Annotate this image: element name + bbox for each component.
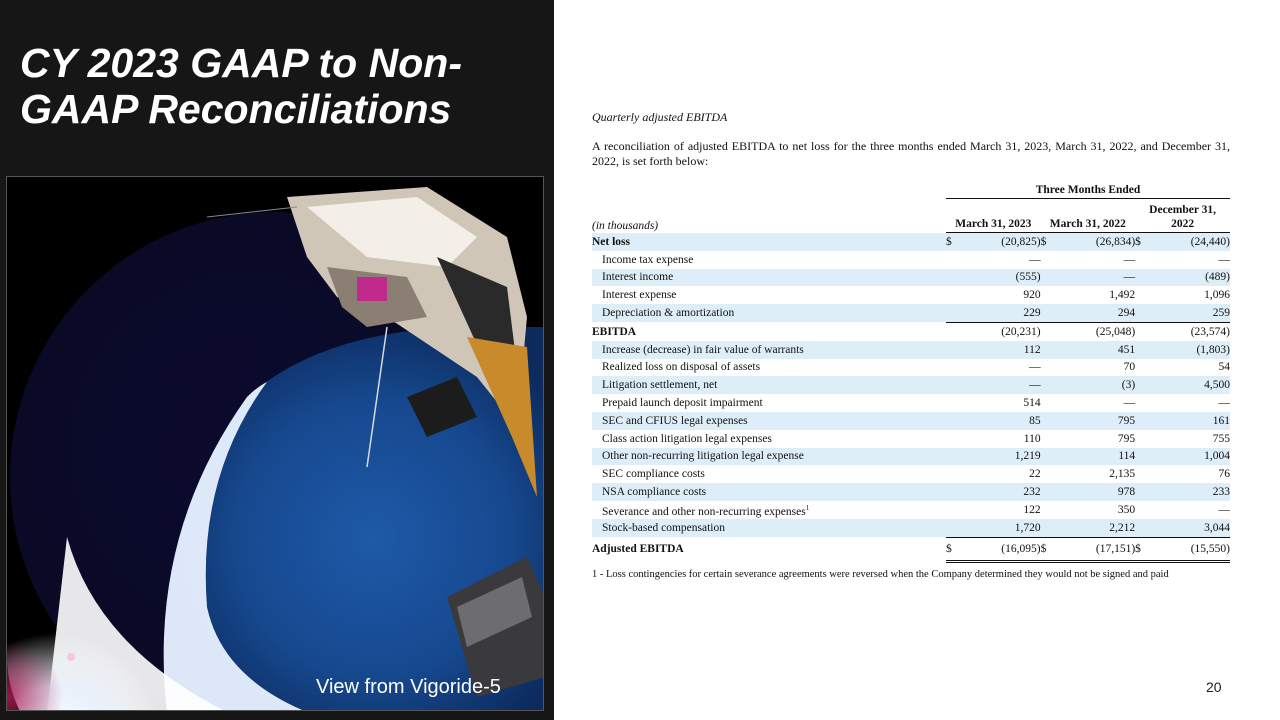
row-label: Realized loss on disposal of assets (602, 361, 761, 374)
row-label: NSA compliance costs (592, 483, 946, 501)
footnote: 1 - Loss contingencies for certain severance agreements were reversed when the Company determined they would not be signed and paid (592, 569, 1169, 580)
table-group-header-row (592, 182, 1230, 199)
currency-symbol (1041, 286, 1055, 304)
table-row (592, 519, 1230, 537)
currency-symbol (1041, 465, 1055, 483)
cell-value: 22 (1029, 468, 1041, 481)
cell-value: — (1123, 397, 1136, 410)
row-label: Depreciation & amortization (592, 304, 946, 322)
reconciliation-table (592, 182, 1230, 563)
currency-symbol (1135, 269, 1149, 287)
cell-value: 514 (1023, 397, 1041, 410)
currency-symbol (1135, 501, 1149, 519)
row-label: Adjusted EBITDA (592, 543, 684, 556)
cell-value: 76 (1218, 468, 1230, 481)
cell-value: (3) (1054, 376, 1135, 394)
cell-value: (23,574) (1149, 322, 1230, 340)
cell-value: 350 (1117, 503, 1136, 516)
footnote-mark: 1 (805, 503, 810, 512)
cell-value: (489) (1149, 269, 1230, 287)
cell-value: 451 (1054, 341, 1135, 359)
row-label: Increase (decrease) in fair value of warrants (592, 341, 946, 359)
currency-symbol (1041, 341, 1055, 359)
currency-symbol (1135, 322, 1149, 340)
cell-value: 110 (1023, 432, 1041, 445)
row-label: SEC and CFIUS legal expenses (592, 412, 946, 430)
cell-value: 1,219 (960, 448, 1041, 466)
fisheye-earth-image (7, 177, 544, 711)
cell-value: (1,803) (1149, 341, 1230, 359)
cell-value: 795 (1117, 432, 1136, 445)
cell-value: — (1218, 397, 1230, 410)
currency-symbol (946, 376, 960, 394)
currency-symbol (946, 448, 960, 466)
currency-symbol (1135, 448, 1149, 466)
row-label: Stock-based compensation (592, 519, 946, 537)
row-label: SEC compliance costs (602, 468, 705, 481)
page-number: 20 (1206, 679, 1222, 695)
cell-value: 114 (1054, 448, 1135, 466)
currency-symbol (1041, 430, 1055, 448)
currency-symbol (1041, 359, 1055, 377)
row-label: EBITDA (592, 325, 637, 338)
currency-symbol (1041, 376, 1055, 394)
currency-symbol: $ (1041, 233, 1055, 251)
currency-symbol (946, 412, 960, 430)
table-row (592, 448, 1230, 466)
cell-value: (16,095) (960, 537, 1041, 561)
currency-symbol (946, 359, 960, 377)
column-header: March 31, 2023 (946, 199, 1041, 233)
row-label: Income tax expense (602, 253, 694, 266)
cell-value: 85 (960, 412, 1041, 430)
cell-value: 294 (1054, 304, 1135, 322)
column-header: December 31, 2022 (1135, 199, 1230, 233)
table-row (592, 341, 1230, 359)
cell-value: 161 (1149, 412, 1230, 430)
currency-symbol (1041, 251, 1055, 269)
currency-symbol (1135, 430, 1149, 448)
currency-symbol (946, 251, 960, 269)
currency-symbol: $ (946, 233, 960, 251)
cell-value: — (1218, 253, 1230, 266)
row-label: Interest expense (602, 289, 677, 302)
cell-value: (20,825) (960, 233, 1041, 251)
table-row (592, 465, 1230, 483)
currency-symbol (1135, 341, 1149, 359)
cell-value: — (1054, 269, 1135, 287)
cell-value: 2,212 (1054, 519, 1135, 537)
cell-value: 233 (1149, 483, 1230, 501)
cell-value: 1,720 (960, 519, 1041, 537)
table-row (592, 359, 1230, 377)
currency-symbol (1135, 465, 1149, 483)
cell-value: — (1029, 253, 1041, 266)
table-row (592, 537, 1230, 561)
currency-symbol (946, 304, 960, 322)
currency-symbol (946, 501, 960, 519)
cell-value: 2,135 (1109, 468, 1136, 481)
table-row (592, 501, 1230, 519)
currency-symbol: $ (1135, 233, 1149, 251)
cell-value: — (1029, 361, 1041, 374)
cell-value: 3,044 (1149, 519, 1230, 537)
currency-symbol (946, 341, 960, 359)
currency-symbol (946, 519, 960, 537)
currency-symbol (1135, 519, 1149, 537)
table-row (592, 269, 1230, 287)
currency-symbol (946, 465, 960, 483)
slide-title: CY 2023 GAAP to Non-GAAP Reconciliations (20, 40, 462, 132)
currency-symbol (1135, 412, 1149, 430)
cell-value: 1,492 (1109, 289, 1136, 302)
currency-symbol (1041, 501, 1055, 519)
currency-symbol (1135, 376, 1149, 394)
units-label: (in thousands) (592, 219, 659, 232)
currency-symbol (946, 286, 960, 304)
currency-symbol (1041, 448, 1055, 466)
currency-symbol (1041, 322, 1055, 340)
currency-symbol (1041, 304, 1055, 322)
doc-heading: Quarterly adjusted EBITDA (592, 110, 728, 124)
row-label: Net loss (592, 233, 946, 251)
cell-value: 112 (960, 341, 1041, 359)
cell-value: 70 (1123, 361, 1136, 374)
left-panel (0, 0, 554, 720)
cell-value: 978 (1054, 483, 1135, 501)
table-body (592, 233, 1230, 562)
table-row (592, 394, 1230, 412)
table-column-header-row (592, 199, 1230, 233)
row-label: Prepaid launch deposit impairment (602, 397, 763, 410)
currency-symbol: $ (1135, 537, 1149, 561)
row-label: Litigation settlement, net (592, 376, 946, 394)
row-label: Other non-recurring litigation legal expense (592, 448, 946, 466)
table-row (592, 233, 1230, 251)
cell-value: (20,231) (960, 322, 1041, 340)
cell-value: (17,151) (1054, 537, 1135, 561)
cell-value: 229 (960, 304, 1041, 322)
photo-caption: View from Vigoride-5 (316, 676, 501, 698)
currency-symbol (1135, 251, 1149, 269)
cell-value: 755 (1212, 432, 1230, 445)
currency-symbol (1135, 483, 1149, 501)
row-label: Severance and other non-recurring expenses$^1$ (602, 503, 810, 518)
currency-symbol (946, 430, 960, 448)
table-row (592, 483, 1230, 501)
cell-value: — (1123, 253, 1136, 266)
document-excerpt (592, 110, 1230, 169)
currency-symbol (1041, 394, 1055, 412)
currency-symbol (946, 322, 960, 340)
cell-value: 122 (1023, 503, 1041, 516)
doc-intro: A reconciliation of adjusted EBITDA to net loss for the three months ended March 31, 2023, March 31, 2022, and December 31, 2022, is set forth below: (592, 139, 1230, 168)
row-label: Interest income (592, 269, 946, 287)
currency-symbol: $ (1041, 537, 1055, 561)
cell-value: 795 (1054, 412, 1135, 430)
currency-symbol: $ (946, 537, 960, 561)
currency-symbol (946, 269, 960, 287)
table-row (592, 376, 1230, 394)
currency-symbol (1135, 359, 1149, 377)
cell-value: 920 (1023, 289, 1041, 302)
cell-value: (555) (960, 269, 1041, 287)
cell-value: — (1218, 503, 1230, 516)
cell-value: 259 (1149, 304, 1230, 322)
table-row (592, 286, 1230, 304)
currency-symbol (1041, 412, 1055, 430)
group-header: Three Months Ended (946, 182, 1230, 199)
currency-symbol (1041, 483, 1055, 501)
currency-symbol (1135, 304, 1149, 322)
cell-value: 232 (960, 483, 1041, 501)
cell-value: 1,096 (1204, 289, 1230, 302)
currency-symbol (946, 483, 960, 501)
cell-value: 4,500 (1149, 376, 1230, 394)
cell-value: (26,834) (1054, 233, 1135, 251)
row-label: Class action litigation legal expenses (602, 432, 772, 445)
currency-symbol (1041, 269, 1055, 287)
table-row (592, 412, 1230, 430)
currency-symbol (1135, 394, 1149, 412)
currency-symbol (946, 394, 960, 412)
table-row (592, 304, 1230, 322)
cell-value: (24,440) (1149, 233, 1230, 251)
table-row (592, 430, 1230, 448)
cell-value: (25,048) (1054, 322, 1135, 340)
cell-value: 54 (1218, 361, 1230, 374)
table-row (592, 322, 1230, 340)
cell-value: (15,550) (1149, 537, 1230, 561)
cell-value: 1,004 (1149, 448, 1230, 466)
satellite-photo (6, 176, 544, 711)
cell-value: — (960, 376, 1041, 394)
currency-symbol (1135, 286, 1149, 304)
column-header: March 31, 2022 (1041, 199, 1136, 233)
currency-symbol (1041, 519, 1055, 537)
table-row (592, 251, 1230, 269)
